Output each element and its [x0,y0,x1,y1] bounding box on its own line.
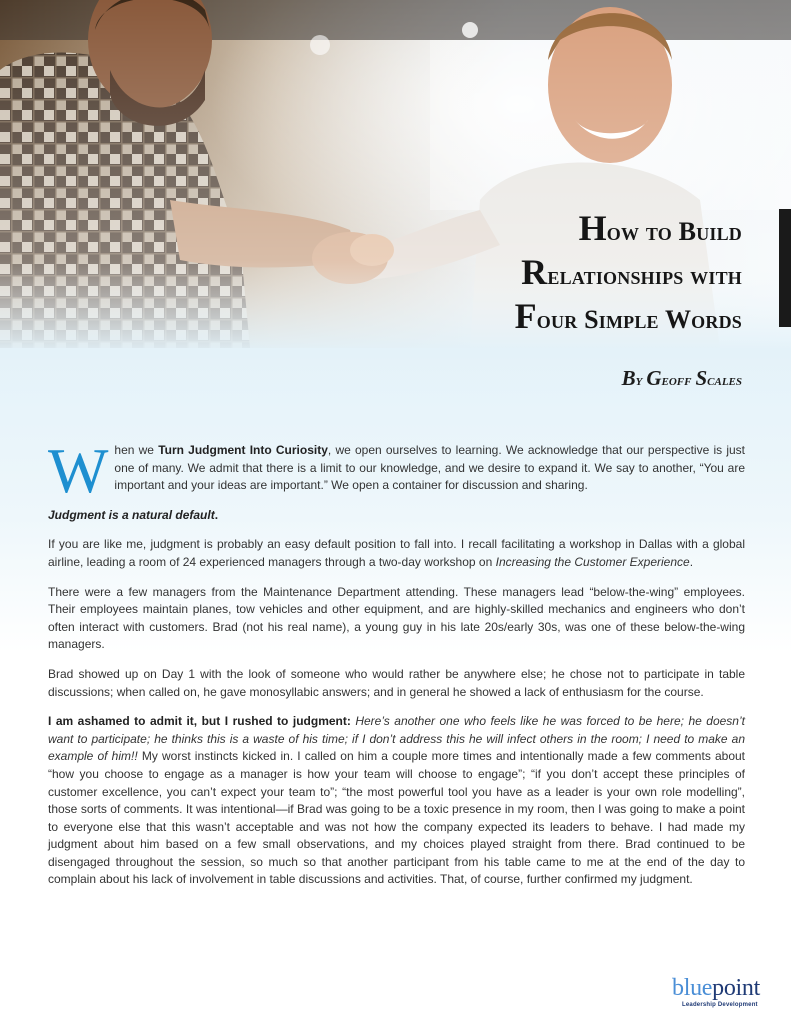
article-body [48,435,746,901]
title-line-3: Four Simple Words [514,296,742,336]
byline-text-1: y [635,372,647,389]
article-title [515,208,742,340]
logo-word-point: point [712,975,760,1001]
subheading-period: . [214,507,219,522]
p5-colon: : [346,714,356,729]
title-line-2: Relationships with [521,252,742,292]
p5-text: My worst instincts kicked in. I called on him a couple more times and intentionally made a few comments about “how you choose to engage as a manager is how your team will choose to engage”; “if you don’t accept these principles of customer excellence, you can’t expect your team to”; “the most powerful tool you have as a leader is your own role modelling”, those sorts of comments. It was intentional—if Brad was going to be a toxic presence in my room, then I was going to make a point to everyone else that this wasn’t acceptable and was not how the company expected its leaders to behave. I had made my judgment about him based on a few small observations, and my choices played straight from there. Brad continued to be disengaged throughout the session, so much so that another participant from his table came to me at the end of the day to complain about his lack of involvement in table discussions and activities. That, of course, further confirmed my judgment. [48,749,746,887]
subheading-text: Judgment is a natural default [48,507,215,522]
p5-italic: Here’s another one who feels like he was forced to be here; he doesn’t want to participate; he thinks this is a waste of his time; if I don’t address this he will infect others in the room; I need to make an example of him!! [48,714,745,764]
byline-cap-1: B [621,366,636,390]
paragraph-4: Brad showed up on Day 1 with the look of someone who would rather be anywhere else; he chose not to participate in table discussions; when called on, he gave monosyllabic answers; and in general he showed a lack of enthusiasm for the course. [48,666,745,699]
intro-text-1: hen we [114,443,159,457]
byline [622,366,742,391]
p5-bold: I am ashamed to admit it, but I rushed to judgment [48,714,347,729]
p2-italic: Increasing the Customer Experience [495,554,690,569]
side-tab-marker [779,209,791,327]
paragraph-5 [48,713,745,889]
drop-cap: W [48,435,109,506]
intro-bold: Turn Judgment Into Curiosity [158,443,328,457]
intro-paragraph [48,435,746,506]
byline-text-2: eoff [661,372,696,389]
title-line-1: How to Build [578,208,742,248]
subheading [48,507,745,525]
byline-cap-2: G [646,366,662,390]
logo-word-blue: blue [672,975,713,1001]
bluepoint-logo [672,976,780,1012]
p2-text-2: . [689,554,694,569]
paragraph-2 [48,536,745,571]
intro-text-2: , we open ourselves to learning. We acknowledge that our perspective is just one of many. We admit that there is a limit to our knowledge, and we desire to expand it. We say to another, “You are important and your ideas are important.” We open a container for discussion and sharing. [114,443,746,493]
byline-cap-3: S [695,366,708,390]
logo-tagline: Leadership Development [682,1002,758,1008]
byline-text-3: cales [707,372,742,389]
logo-wordmark [672,976,780,1000]
p2-text-1: If you are like me, judgment is probably an easy default position to fall into. I recall facilitating a workshop in Dallas with a global airline, leading a room of 24 experienced managers through a two-day workshop on [48,537,745,569]
paragraph-3: There were a few managers from the Maintenance Department attending. These managers lead “below-the-wing” employees. Their employees maintain planes, tow vehicles and other equipment, and are highly-skilled mechanics and engineers who don’t often interact with customers. Brad (not his real name), a young guy in his late 20s/early 30s, was one of these below-the-wing managers. [48,584,745,652]
